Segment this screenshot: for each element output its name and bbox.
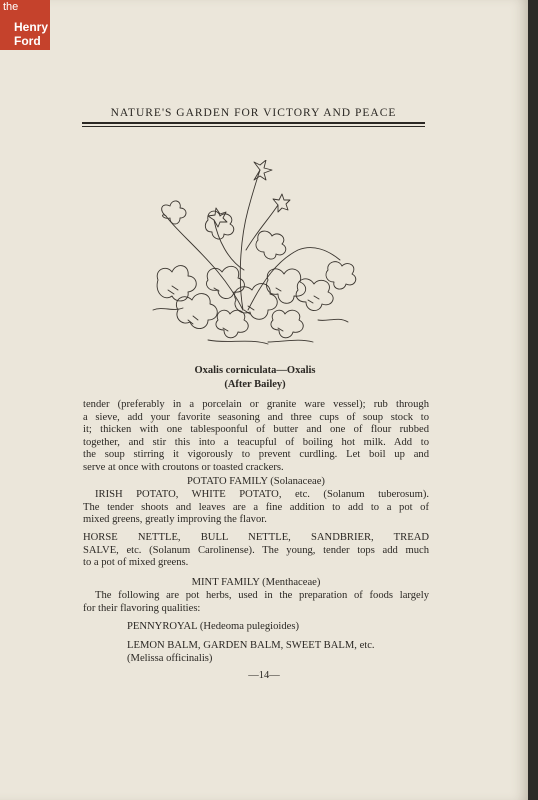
text-line: The following are pot herbs, used in the preparation of foods largely (95, 590, 429, 601)
text-line: a sieve, add your favorite seasoning and three cups of soup stock to (83, 411, 429, 423)
text-line: serve at once with croutons or toasted crackers. (83, 461, 284, 473)
text-line: LEMON BALM, GARDEN BALM, SWEET BALM, etc. (127, 640, 375, 651)
text-line: tender (preferably in a porcelain or granite ware vessel); rub through (83, 399, 429, 410)
logo-text-ford: Ford (14, 34, 41, 48)
herb-pennyroyal (127, 621, 427, 634)
figure-caption (140, 364, 370, 392)
paragraph-mint (83, 590, 429, 615)
heading-mint-family: MINT FAMILY (Menthaceae) (191, 577, 321, 588)
text-line: (Melissa officinalis) (127, 652, 213, 664)
text-line: together, and stir this into a teacupful of boiling hot milk. Add to (83, 436, 429, 448)
paragraph-potato (83, 489, 429, 527)
herb-lemon-balm (127, 640, 427, 665)
running-header: NATURE'S GARDEN FOR VICTORY AND PEACE (110, 107, 397, 119)
logo-text-the: the (3, 1, 19, 13)
header-rule-thick (82, 122, 425, 124)
text-line: PENNYROYAL (Hedeoma pulegioides) (127, 621, 300, 632)
oxalis-illustration (148, 160, 360, 350)
text-line: it; thicken with one tablespoonful of butter and one of flour rubbed (83, 424, 429, 436)
page-edge (528, 0, 538, 800)
text-line: IRISH POTATO, WHITE POTATO, etc. (Solanum tuberosum). (95, 489, 429, 500)
text-line: HORSE NETTLE, BULL NETTLE, SANDBRIER, TREAD (83, 532, 429, 543)
heading-potato-family: POTATO FAMILY (Solanaceae) (187, 476, 325, 487)
page-number: —14— (248, 670, 280, 681)
paragraph-soup (83, 399, 429, 475)
text-line: The tender shoots and leaves are a fine addition to add to a pot of (83, 501, 429, 513)
caption-title: Oxalis corniculata—Oxalis (194, 365, 316, 376)
text-line: the soup stirring it vigorously to prevent curdling. Let boil up and (83, 449, 429, 461)
text-line: mixed greens, greatly improving the flavor. (83, 514, 267, 526)
text-line: to a pot of mixed greens. (83, 557, 189, 569)
caption-credit: (After Bailey) (224, 379, 286, 390)
logo-text-henry: Henry (14, 20, 49, 34)
text-line: for their flavoring qualities: (83, 602, 201, 614)
header-rule-thin (82, 126, 425, 127)
henry-ford-logo (0, 0, 50, 50)
text-line: SALVE, etc. (Solanum Carolinense). The young, tender tops add much (83, 544, 429, 556)
paragraph-nettle (83, 532, 429, 570)
